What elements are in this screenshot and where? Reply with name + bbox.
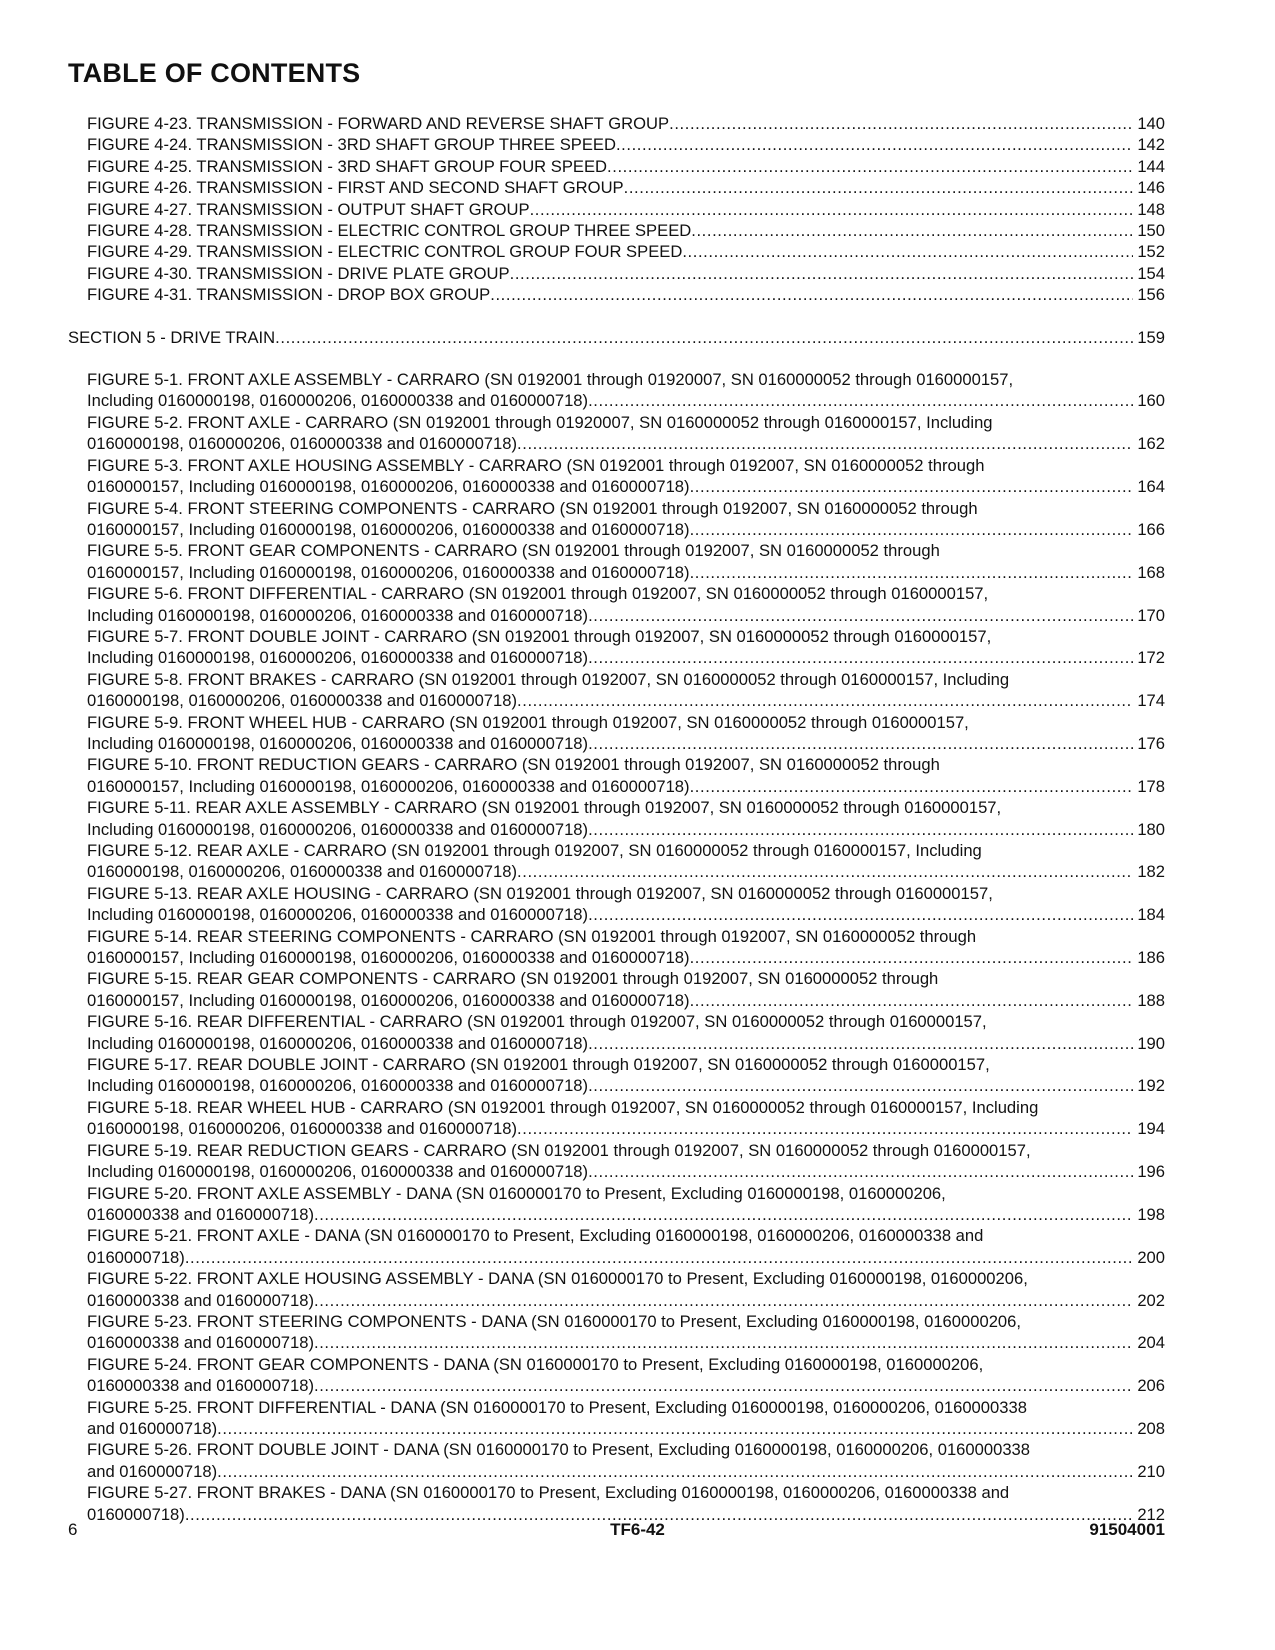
toc-page-number: 166	[1137, 519, 1165, 539]
toc-figure-entry[interactable]	[68, 1183, 1165, 1226]
toc-figure-entry[interactable]	[68, 883, 1165, 926]
toc-figure-entry[interactable]	[68, 455, 1165, 498]
toc-page-number: 159	[1137, 327, 1165, 347]
toc-entry-line	[87, 1290, 1165, 1311]
toc-entry-title-line: FIGURE 5-11. REAR AXLE ASSEMBLY - CARRARO (SN 0192001 through 0192007, SN 0160000052 through 0160000157,	[87, 798, 1002, 818]
toc-page-number: 196	[1137, 1162, 1165, 1182]
toc-figure-entry[interactable]	[68, 1054, 1165, 1097]
toc-figure-entry[interactable]	[68, 284, 1165, 305]
dot-leader	[588, 1161, 1133, 1182]
toc-entry-title: Including 0160000198, 0160000206, 0160000338 and 0160000718)	[87, 1076, 589, 1096]
toc-page-number: 180	[1137, 819, 1165, 839]
dot-leader	[690, 562, 1133, 583]
toc-page-number: 154	[1137, 263, 1165, 283]
toc-entry-line	[87, 134, 1165, 155]
toc-entry-title: Including 0160000198, 0160000206, 0160000338 and 0160000718)	[87, 1033, 589, 1053]
toc-figure-entry[interactable]	[68, 1482, 1165, 1525]
dot-leader	[588, 1075, 1133, 1096]
toc-list	[68, 113, 1165, 1525]
toc-entry-title: 0160000157, Including 0160000198, 0160000206, 0160000338 and 0160000718)	[87, 948, 690, 968]
toc-entry-line	[87, 562, 1165, 583]
toc-entry-line	[87, 733, 1165, 754]
dot-leader	[588, 1033, 1133, 1054]
toc-figure-entry[interactable]	[68, 220, 1165, 241]
footer-doc-number: 91504001	[1089, 1520, 1165, 1539]
toc-entry-title-line: FIGURE 5-26. FRONT DOUBLE JOINT - DANA (SN 0160000170 to Present, Excluding 0160000198, 0160000206, 0160000338	[87, 1440, 1031, 1460]
toc-entry-line	[87, 156, 1165, 177]
dot-leader	[217, 1418, 1133, 1439]
toc-page-number: 192	[1137, 1076, 1165, 1096]
toc-entry-title: FIGURE 4-31. TRANSMISSION - DROP BOX GROUP	[87, 285, 491, 305]
toc-figure-entry[interactable]	[68, 1268, 1165, 1311]
toc-entry-line	[87, 519, 1165, 540]
toc-entry-line	[87, 819, 1165, 840]
toc-page-number: 176	[1137, 733, 1165, 753]
toc-figure-entry[interactable]	[68, 113, 1165, 134]
toc-entry-line	[87, 433, 1165, 454]
toc-figure-entry[interactable]	[68, 797, 1165, 840]
toc-entry-line	[87, 220, 1165, 241]
toc-entry-title-line: FIGURE 5-13. REAR AXLE HOUSING - CARRARO (SN 0192001 through 0192007, SN 0160000052 through 0160000157,	[87, 883, 993, 903]
toc-page-number: 150	[1137, 221, 1165, 241]
toc-figure-entry[interactable]	[68, 754, 1165, 797]
toc-entry-title-line: FIGURE 5-25. FRONT DIFFERENTIAL - DANA (SN 0160000170 to Present, Excluding 0160000198, 0160000206, 0160000338	[87, 1397, 1027, 1417]
dot-leader	[185, 1247, 1133, 1268]
toc-entry-line	[87, 476, 1165, 497]
dot-leader	[314, 1290, 1133, 1311]
toc-entry-line	[87, 390, 1165, 411]
toc-entry-line	[87, 1033, 1165, 1054]
toc-page-number: 202	[1137, 1290, 1165, 1310]
dot-leader	[588, 904, 1133, 925]
dot-leader	[669, 113, 1133, 134]
toc-figure-entry[interactable]	[68, 177, 1165, 198]
toc-entry-title-line: FIGURE 5-22. FRONT AXLE HOUSING ASSEMBLY - DANA (SN 0160000170 to Present, Excluding 0160000198, 0160000206,	[87, 1269, 1028, 1289]
toc-figure-entry[interactable]	[68, 412, 1165, 455]
toc-page-number: 148	[1137, 199, 1165, 219]
toc-page-number: 200	[1137, 1247, 1165, 1267]
toc-entry-title-line: FIGURE 5-5. FRONT GEAR COMPONENTS - CARRARO (SN 0192001 through 0192007, SN 0160000052 through	[87, 541, 940, 561]
dot-leader	[530, 199, 1133, 220]
toc-entry-title-line: FIGURE 5-3. FRONT AXLE HOUSING ASSEMBLY - CARRARO (SN 0192001 through 0192007, SN 0160000052 through	[87, 455, 985, 475]
toc-entry-title: 0160000157, Including 0160000198, 0160000206, 0160000338 and 0160000718)	[87, 477, 690, 497]
dot-leader	[314, 1204, 1133, 1225]
toc-entry-title: Including 0160000198, 0160000206, 0160000338 and 0160000718)	[87, 819, 589, 839]
toc-page-number: 190	[1137, 1033, 1165, 1053]
toc-figure-entry[interactable]	[68, 1439, 1165, 1482]
toc-entry-title: 0160000338 and 0160000718)	[87, 1204, 315, 1224]
page-title: TABLE OF CONTENTS	[68, 58, 361, 88]
toc-entry-title-line: FIGURE 5-15. REAR GEAR COMPONENTS - CARRARO (SN 0192001 through 0192007, SN 0160000052 through	[87, 969, 939, 989]
toc-entry-title-line: FIGURE 5-10. FRONT REDUCTION GEARS - CARRARO (SN 0192001 through 0192007, SN 0160000052 through	[87, 755, 940, 775]
toc-entry-title: FIGURE 4-26. TRANSMISSION - FIRST AND SECOND SHAFT GROUP	[87, 178, 624, 198]
dot-leader	[314, 1375, 1133, 1396]
toc-entry-line	[87, 263, 1165, 284]
dot-leader	[690, 519, 1133, 540]
toc-figure-entry[interactable]	[68, 241, 1165, 262]
toc-entry-title: 0160000198, 0160000206, 0160000338 and 0160000718)	[87, 434, 518, 454]
toc-entry-line	[87, 861, 1165, 882]
dot-leader	[517, 690, 1133, 711]
toc-figure-entry[interactable]	[68, 1140, 1165, 1183]
toc-entry-title: FIGURE 4-25. TRANSMISSION - 3RD SHAFT GROUP FOUR SPEED	[87, 156, 608, 176]
toc-page-number: 178	[1137, 776, 1165, 796]
toc-entry-title: FIGURE 4-29. TRANSMISSION - ELECTRIC CONTROL GROUP FOUR SPEED	[87, 242, 683, 262]
toc-entry-title: 0160000198, 0160000206, 0160000338 and 0160000718)	[87, 862, 518, 882]
dot-leader	[588, 605, 1133, 626]
toc-entry-title-line: FIGURE 5-21. FRONT AXLE - DANA (SN 0160000170 to Present, Excluding 0160000198, 0160000206, 0160000338 and	[87, 1226, 984, 1246]
toc-entry-title: 0160000157, Including 0160000198, 0160000206, 0160000338 and 0160000718)	[87, 519, 690, 539]
dot-leader	[690, 990, 1133, 1011]
toc-entry-title-line: FIGURE 5-27. FRONT BRAKES - DANA (SN 0160000170 to Present, Excluding 0160000198, 0160000206, 0160000338 and	[87, 1483, 1010, 1503]
toc-section-entry[interactable]	[68, 327, 1165, 348]
toc-entry-title: FIGURE 4-24. TRANSMISSION - 3RD SHAFT GROUP THREE SPEED	[87, 135, 616, 155]
dot-leader	[616, 134, 1133, 155]
toc-entry-title: FIGURE 4-27. TRANSMISSION - OUTPUT SHAFT GROUP	[87, 199, 530, 219]
dot-leader	[607, 156, 1133, 177]
toc-page-number: 206	[1137, 1376, 1165, 1396]
toc-entry-line	[68, 327, 1165, 348]
toc-entry-line	[87, 1332, 1165, 1353]
toc-entry-title-line: FIGURE 5-8. FRONT BRAKES - CARRARO (SN 0192001 through 0192007, SN 0160000052 through 0160000157, Including	[87, 669, 1010, 689]
toc-entry-line	[87, 1418, 1165, 1439]
toc-figure-entry[interactable]	[68, 134, 1165, 155]
dot-leader	[510, 263, 1133, 284]
toc-page-number: 186	[1137, 948, 1165, 968]
toc-entry-line	[87, 605, 1165, 626]
dot-leader	[682, 241, 1133, 262]
toc-figure-entry[interactable]	[68, 840, 1165, 883]
dot-leader	[588, 733, 1133, 754]
toc-figure-entry[interactable]	[68, 583, 1165, 626]
toc-entry-title: SECTION 5 - DRIVE TRAIN	[68, 327, 276, 347]
toc-page-number: 204	[1137, 1333, 1165, 1353]
toc-entry-title: and 0160000718)	[87, 1461, 218, 1481]
toc-entry-title-line: FIGURE 5-1. FRONT AXLE ASSEMBLY - CARRARO (SN 0192001 through 01920007, SN 0160000052 through 0160000157,	[87, 370, 1014, 390]
toc-figure-entry[interactable]	[68, 1225, 1165, 1268]
toc-entry-title: 0160000338 and 0160000718)	[87, 1376, 315, 1396]
dot-leader	[314, 1332, 1133, 1353]
toc-entry-title: 0160000157, Including 0160000198, 0160000206, 0160000338 and 0160000718)	[87, 562, 690, 582]
toc-entry-line	[87, 1247, 1165, 1268]
toc-entry-line	[87, 241, 1165, 262]
toc-entry-title: FIGURE 4-23. TRANSMISSION - FORWARD AND REVERSE SHAFT GROUP	[87, 114, 670, 133]
toc-figure-entry[interactable]	[68, 1311, 1165, 1354]
toc-entry-title: FIGURE 4-30. TRANSMISSION - DRIVE PLATE GROUP	[87, 263, 510, 283]
toc-figure-entry[interactable]	[68, 926, 1165, 969]
toc-page-number: 188	[1137, 990, 1165, 1010]
toc-figure-entry[interactable]	[68, 669, 1165, 712]
toc-entry-title: Including 0160000198, 0160000206, 0160000338 and 0160000718)	[87, 648, 589, 668]
toc-entry-line	[87, 690, 1165, 711]
dot-leader	[690, 947, 1133, 968]
toc-entry-title-line: FIGURE 5-19. REAR REDUCTION GEARS - CARRARO (SN 0192001 through 0192007, SN 0160000052 through 0160000157,	[87, 1140, 1031, 1160]
footer-page-number: 6	[68, 1520, 78, 1539]
toc-entry-title-line: FIGURE 5-4. FRONT STEERING COMPONENTS - CARRARO (SN 0192001 through 0192007, SN 0160000052 through	[87, 498, 978, 518]
dot-leader	[690, 476, 1133, 497]
dot-leader	[624, 177, 1133, 198]
toc-entry-title: 0160000157, Including 0160000198, 0160000206, 0160000338 and 0160000718)	[87, 776, 690, 796]
toc-page-number: 172	[1137, 648, 1165, 668]
toc-entry-title-line: FIGURE 5-24. FRONT GEAR COMPONENTS - DANA (SN 0160000170 to Present, Excluding 0160000198, 0160000206,	[87, 1354, 984, 1374]
dot-leader	[275, 327, 1133, 348]
dot-leader	[690, 776, 1133, 797]
toc-entry-title: and 0160000718)	[87, 1418, 218, 1438]
toc-page-number: 164	[1137, 477, 1165, 497]
toc-figure-entry[interactable]	[68, 199, 1165, 220]
toc-entry-title-line: FIGURE 5-20. FRONT AXLE ASSEMBLY - DANA (SN 0160000170 to Present, Excluding 0160000198, 0160000206,	[87, 1183, 946, 1203]
toc-entry-title: 0160000718)	[87, 1247, 185, 1267]
toc-figure-entry[interactable]	[68, 1354, 1165, 1397]
toc-entry-title: Including 0160000198, 0160000206, 0160000338 and 0160000718)	[87, 733, 589, 753]
toc-page-number: 182	[1137, 862, 1165, 882]
toc-entry-title: FIGURE 4-28. TRANSMISSION - ELECTRIC CONTROL GROUP THREE SPEED	[87, 221, 692, 241]
toc-entry-title: Including 0160000198, 0160000206, 0160000338 and 0160000718)	[87, 1162, 589, 1182]
toc-entry-title-line: FIGURE 5-2. FRONT AXLE - CARRARO (SN 0192001 through 01920007, SN 0160000052 through 0160000157, Including	[87, 412, 993, 432]
toc-entry-line	[87, 113, 1165, 134]
dot-leader	[588, 819, 1133, 840]
toc-entry-line	[87, 1118, 1165, 1139]
dot-leader	[517, 433, 1133, 454]
toc-entry-line	[87, 1161, 1165, 1182]
toc-entry-title: 0160000198, 0160000206, 0160000338 and 0160000718)	[87, 691, 518, 711]
toc-page-number: 170	[1137, 605, 1165, 625]
toc-entry-title: 0160000338 and 0160000718)	[87, 1333, 315, 1353]
toc-entry-line	[87, 199, 1165, 220]
toc-entry-title-line: FIGURE 5-17. REAR DOUBLE JOINT - CARRARO (SN 0192001 through 0192007, SN 0160000052 through 0160000157,	[87, 1055, 990, 1075]
toc-entry-line	[87, 776, 1165, 797]
toc-entry-line	[87, 904, 1165, 925]
toc-entry-title-line: FIGURE 5-12. REAR AXLE - CARRARO (SN 0192001 through 0192007, SN 0160000052 through 0160000157, Including	[87, 841, 982, 860]
toc-page-number: 208	[1137, 1418, 1165, 1438]
toc-page-number: 184	[1137, 905, 1165, 925]
toc-page-number: 198	[1137, 1204, 1165, 1224]
toc-entry-line	[87, 1204, 1165, 1225]
toc-entry-title: Including 0160000198, 0160000206, 0160000338 and 0160000718)	[87, 605, 589, 625]
toc-page-number: 168	[1137, 562, 1165, 582]
toc-figure-entry[interactable]	[68, 626, 1165, 669]
toc-entry-line	[87, 647, 1165, 668]
dot-leader	[490, 284, 1133, 305]
toc-page-number: 156	[1137, 285, 1165, 305]
toc-figure-entry[interactable]	[68, 263, 1165, 284]
toc-page-number: 194	[1137, 1119, 1165, 1139]
dot-leader	[588, 390, 1133, 411]
toc-entry-title-line: FIGURE 5-6. FRONT DIFFERENTIAL - CARRARO (SN 0192001 through 0192007, SN 0160000052 through 0160000157,	[87, 584, 989, 604]
toc-entry-title: 0160000338 and 0160000718)	[87, 1290, 315, 1310]
toc-entry-line	[87, 1375, 1165, 1396]
toc-entry-title: Including 0160000198, 0160000206, 0160000338 and 0160000718)	[87, 905, 589, 925]
toc-page-number: 146	[1137, 178, 1165, 198]
toc-entry-line	[87, 1075, 1165, 1096]
toc-figure-entry[interactable]	[68, 369, 1165, 412]
toc-page-number: 140	[1137, 114, 1165, 133]
toc-page-number: 142	[1137, 135, 1165, 155]
toc-entry-line	[87, 947, 1165, 968]
toc-entry-title-line: FIGURE 5-23. FRONT STEERING COMPONENTS - DANA (SN 0160000170 to Present, Excluding 0160000198, 0160000206,	[87, 1311, 1021, 1331]
toc-figure-entry[interactable]	[68, 540, 1165, 583]
toc-page-number: 152	[1137, 242, 1165, 262]
dot-leader	[517, 861, 1133, 882]
dot-leader	[517, 1118, 1133, 1139]
toc-page-number: 144	[1137, 156, 1165, 176]
toc-page-number: 174	[1137, 691, 1165, 711]
toc-page-number: 160	[1137, 391, 1165, 411]
toc-figure-entry[interactable]	[68, 968, 1165, 1011]
toc-figure-entry[interactable]	[68, 498, 1165, 541]
toc-figure-entry[interactable]	[68, 156, 1165, 177]
toc-entry-line	[87, 1461, 1165, 1482]
toc-entry-line	[87, 990, 1165, 1011]
toc-entry-line	[87, 177, 1165, 198]
toc-entry-title-line: FIGURE 5-14. REAR STEERING COMPONENTS - CARRARO (SN 0192001 through 0192007, SN 0160000052 through	[87, 926, 977, 946]
toc-figure-entry[interactable]	[68, 712, 1165, 755]
toc-entry-title: 0160000198, 0160000206, 0160000338 and 0160000718)	[87, 1119, 518, 1139]
footer-model: TF6-42	[610, 1520, 665, 1539]
toc-figure-entry[interactable]	[68, 1397, 1165, 1440]
dot-leader	[217, 1461, 1133, 1482]
toc-entry-line	[87, 284, 1165, 305]
toc-entry-title: 0160000718)	[87, 1504, 185, 1524]
toc-entry-title: 0160000157, Including 0160000198, 0160000206, 0160000338 and 0160000718)	[87, 990, 690, 1010]
toc-entry-title-line: FIGURE 5-9. FRONT WHEEL HUB - CARRARO (SN 0192001 through 0192007, SN 0160000052 through 0160000157,	[87, 712, 969, 732]
toc-page-number: 210	[1137, 1461, 1165, 1481]
toc-entry-title: Including 0160000198, 0160000206, 0160000338 and 0160000718)	[87, 391, 589, 411]
toc-entry-title-line: FIGURE 5-18. REAR WHEEL HUB - CARRARO (SN 0192001 through 0192007, SN 0160000052 through 0160000157, Including	[87, 1097, 1039, 1117]
dot-leader	[588, 647, 1133, 668]
toc-entry-title-line: FIGURE 5-7. FRONT DOUBLE JOINT - CARRARO (SN 0192001 through 0192007, SN 0160000052 through 0160000157,	[87, 626, 992, 646]
toc-page-number: 212	[1137, 1504, 1165, 1524]
toc-figure-entry[interactable]	[68, 1011, 1165, 1054]
toc-figure-entry[interactable]	[68, 1097, 1165, 1140]
toc-entry-title-line: FIGURE 5-16. REAR DIFFERENTIAL - CARRARO (SN 0192001 through 0192007, SN 0160000052 through 0160000157,	[87, 1012, 987, 1032]
toc-page-number: 162	[1137, 434, 1165, 454]
dot-leader	[691, 220, 1133, 241]
